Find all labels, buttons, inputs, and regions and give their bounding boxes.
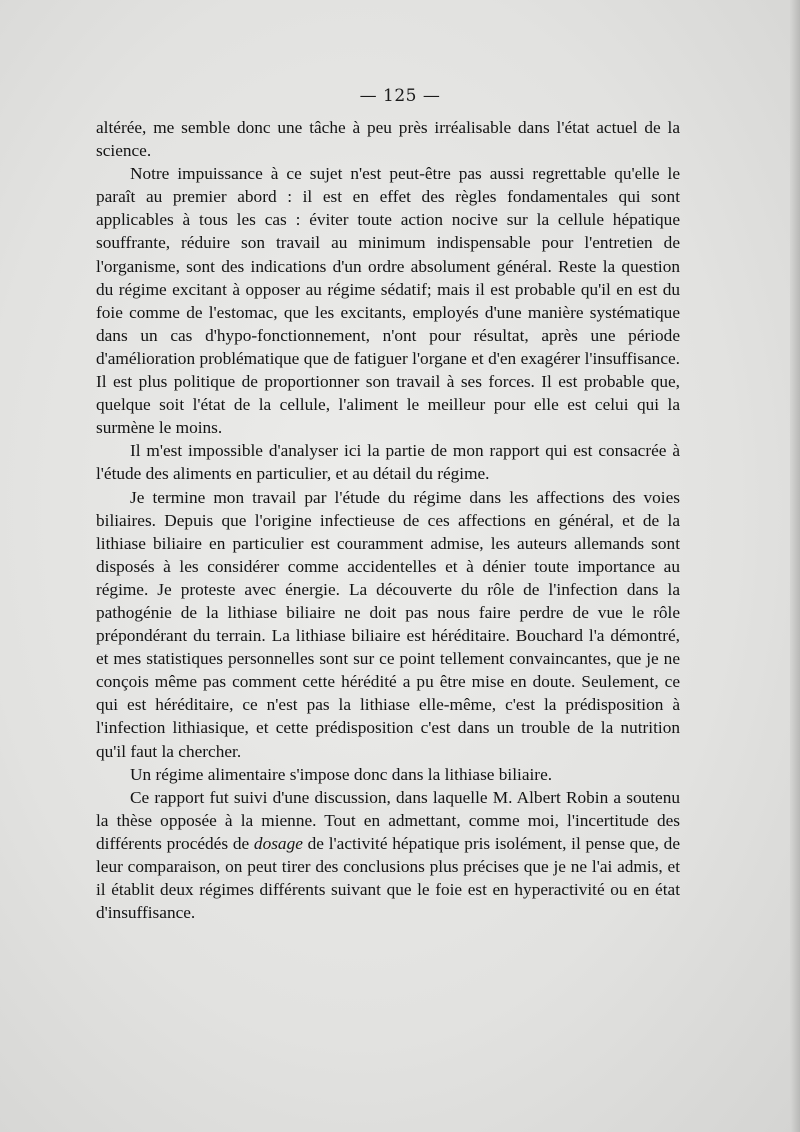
discussion-text-end: de l'activité hépatique pris isolément, il pense que, de leur comparaison, on peut tirer des conclusions plus précises que je ne l'ai admis, et il établit deux régimes différents suivant que le foie est en hyperactivité ou en état d'insuffisance. (96, 833, 680, 923)
paragraph-voies-biliaires: Je termine mon travail par l'étude du régime dans les affections des voies biliaires. Depuis que l'origine infectieuse de ces affections en général, et de la lithiase biliaire en particulier est couramment admise, les auteurs allemands sont disposés à les considérer comme accidentelles et à dénier toute importance au régime. Je proteste avec énergie. La découverte du rôle de l'infection dans la pathogénie de la lithiase biliaire ne doit pas nous faire perdre de vue le rôle prépondérant du terrain. La lithiase biliaire est héréditaire. Bouchard l'a démontré, et mes statistiques personnelles sont sur ce point tellement convaincantes, que je ne conçois même pas comment cette hérédité a pu être mise en doute. Seulement, ce qui est héréditaire, ce n'est pas la lithiase elle-même, c'est la prédisposition à l'infection lithiasique, et cette prédisposition c'est dans un trouble de la nutrition qu'il faut la chercher. (96, 487, 680, 761)
page-body (96, 116, 680, 924)
paragraph-continuation: altérée, me semble donc une tâche à peu près irréalisable dans l'état actuel de la science. (96, 118, 680, 161)
page-edge-shadow (790, 0, 800, 1132)
paragraph-aliments: Il m'est impossible d'analyser ici la partie de mon rapport qui est consacrée à l'étude des aliments en particulier, et au détail du régime. (96, 441, 680, 484)
emphasis-dosage: dosage (253, 833, 303, 853)
paragraph-regime-lithiase: Un régime alimentaire s'impose donc dans la lithiase biliaire. (130, 764, 553, 784)
paragraph-discussion (96, 786, 680, 925)
paragraph-regime-rules: Notre impuissance à ce sujet n'est peut-être pas aussi regrettable qu'elle le paraît au premier abord : il est en effet des règles fondamentales qui sont applicables à tous les cas : éviter toute action nocive sur la cellule hépatique souffrante, réduire son travail au minimum indispensable pour l'entretien de l'organisme, sont des indications d'un ordre absolument général. Reste la question du régime excitant à opposer au régime sédatif; mais il est probable qu'il en est du foie comme de l'estomac, que les excitants, employés d'une manière systématique dans un cas d'hypo-fonctionnement, n'ont pour résultat, après une période d'amélioration problématique que de fatiguer l'organe et d'en exagérer l'insuffisance. Il est plus politique de proportionner son travail à ses forces. Il est probable que, quelque soit l'état de la cellule, l'aliment le meilleur pour elle est celui qui la surmène le moins. (96, 164, 680, 438)
page-number: — 125 — (359, 86, 441, 106)
discussion-text-start: Ce rapport fut suivi d'une discussion, dans laquelle M. Albert Robin a soutenu la thèse opposée à la mienne. Tout en admettant, comme moi, l'incertitude des différents procédés de (96, 787, 680, 853)
